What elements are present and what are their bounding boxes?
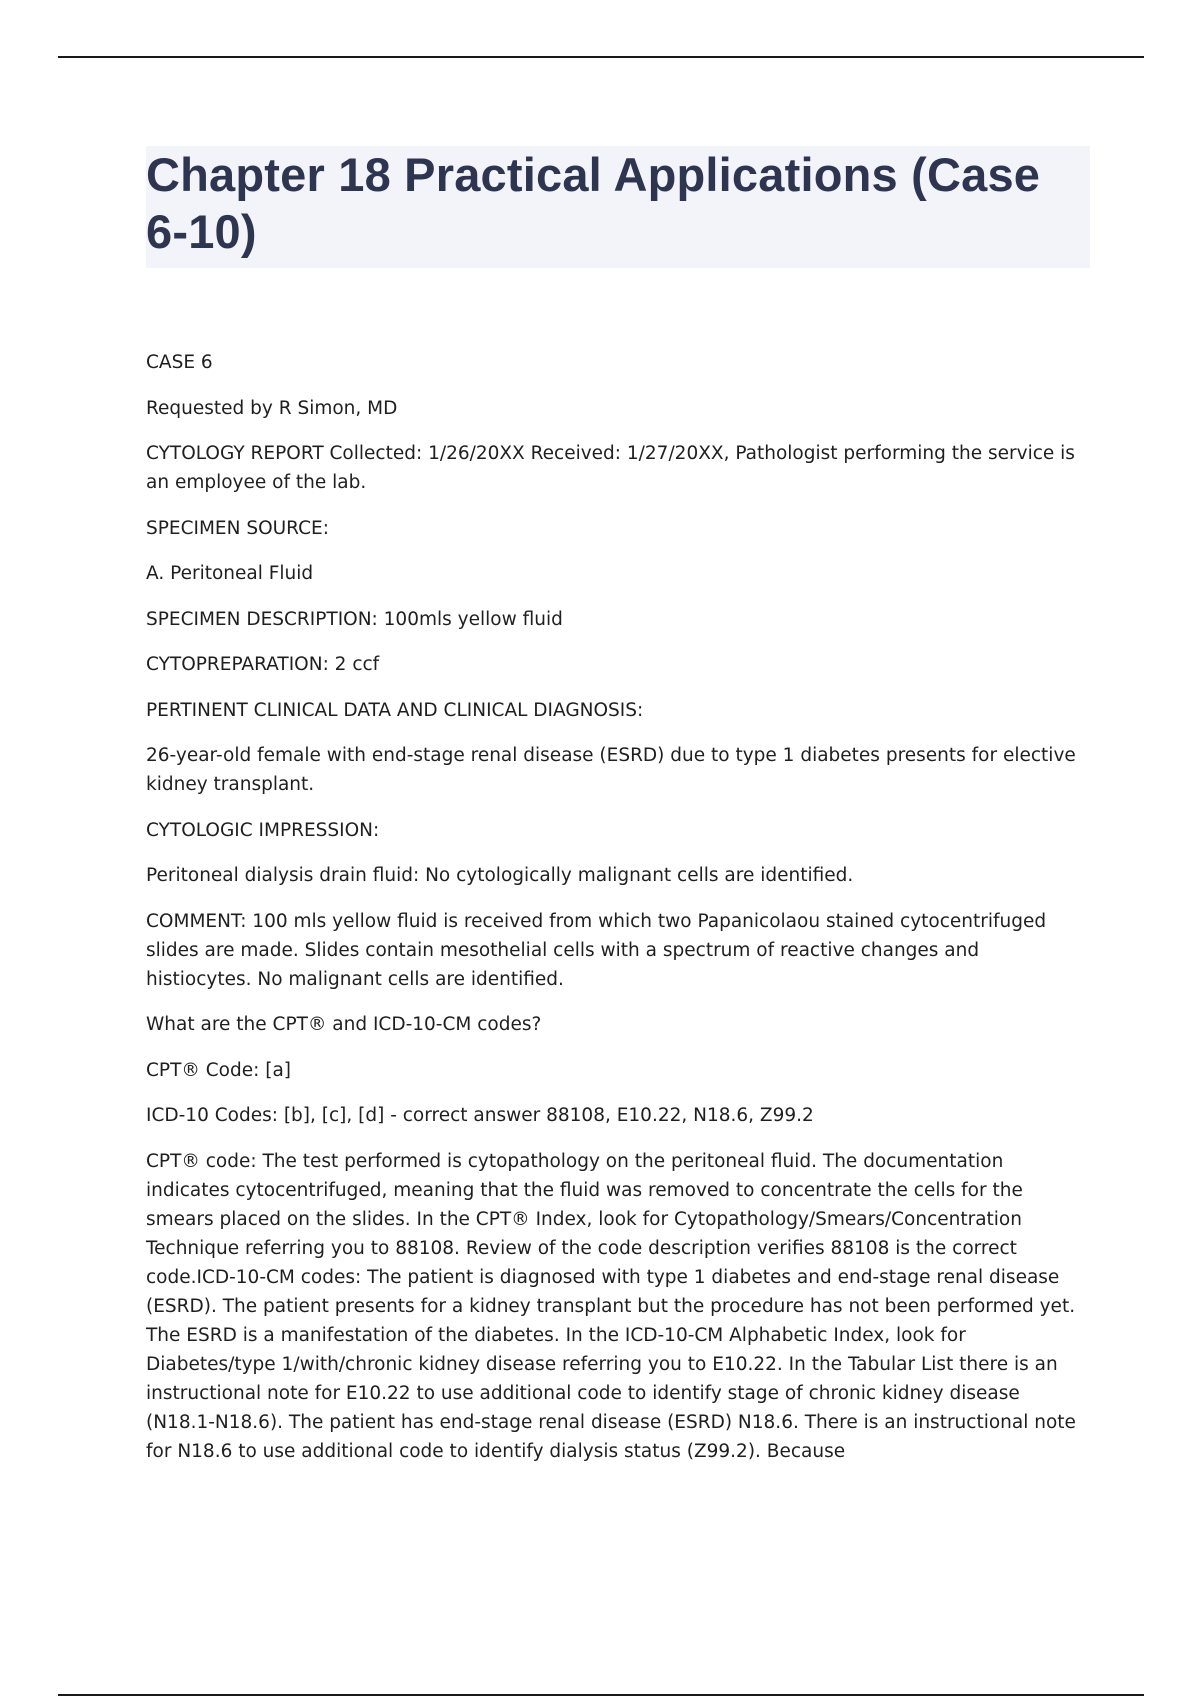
specimen-source-label: SPECIMEN SOURCE:: [146, 517, 329, 539]
icd-codes-answer: ICD-10 Codes: [b], [c], [d] - correct answer 88108, E10.22, N18.6, Z99.2: [146, 1105, 814, 1126]
cytopreparation: CYTOPREPARATION: 2 ccf: [146, 654, 380, 675]
requested-by: Requested by R Simon, MD: [146, 397, 398, 419]
cpt-code-line: CPT® Code: [a]: [146, 1059, 292, 1081]
title-band: [146, 146, 1090, 268]
clinical-data-text: 26-year-old female with end-stage renal disease (ESRD) due to type 1 diabetes presents for elective kidney transplant.: [146, 745, 1076, 795]
case-heading: CASE 6: [146, 352, 213, 373]
clinical-data-label: PERTINENT CLINICAL DATA AND CLINICAL DIAGNOSIS:: [146, 699, 644, 721]
document-body: [146, 348, 1090, 1482]
header-rule: [58, 56, 1144, 58]
comment-paragraph: COMMENT: 100 mls yellow fluid is received from which two Papanicolaou stained cytocentrifuged slides are made. Slides contain mesothelial cells with a spectrum of reactive changes and histiocytes. No malignant cells are identified.: [146, 910, 1047, 990]
question: What are the CPT® and ICD-10-CM codes?: [146, 1014, 542, 1035]
specimen-description: SPECIMEN DESCRIPTION: 100mls yellow fluid: [146, 608, 563, 630]
page-title: Chapter 18 Practical Applications (Case 6-10): [146, 148, 1041, 258]
footer-rule: [58, 1694, 1144, 1696]
explanation-paragraph: CPT® code: The test performed is cytopathology on the peritoneal fluid. The documentation indicates cytocentrifuged, meaning that the fluid was removed to concentrate the cells for the smears placed on the slides. In the CPT® Index, look for Cytopathology/Smears/Concentration Technique referring you to 88108. Review of the code description verifies 88108 is the correct code.ICD-10-CM codes: The patient is diagnosed with type 1 diabetes and end-stage renal disease (ESRD). The patient presents for a kidney transplant but the procedure has not been performed yet. The ESRD is a manifestation of the diabetes. In the ICD-10-CM Alphabetic Index, look for Diabetes/type 1/with/chronic kidney disease referring you to E10.22. In the Tabular List there is an instructional note for E10.22 to use additional code to identify stage of chronic kidney disease (N18.1-N18.6). The patient has end-stage renal disease (ESRD) N18.6. There is an instructional note for N18.6 to use additional code to identify dialysis status (Z99.2). Because: [146, 1150, 1076, 1462]
cytologic-impression-label: CYTOLOGIC IMPRESSION:: [146, 819, 380, 841]
specimen-source-value: A. Peritoneal Fluid: [146, 563, 314, 584]
cytologic-impression-text: Peritoneal dialysis drain fluid: No cytologically malignant cells are identified.: [146, 865, 854, 886]
cytology-report-line: CYTOLOGY REPORT Collected: 1/26/20XX Received: 1/27/20XX, Pathologist performing the service is an employee of the lab.: [146, 443, 1075, 493]
